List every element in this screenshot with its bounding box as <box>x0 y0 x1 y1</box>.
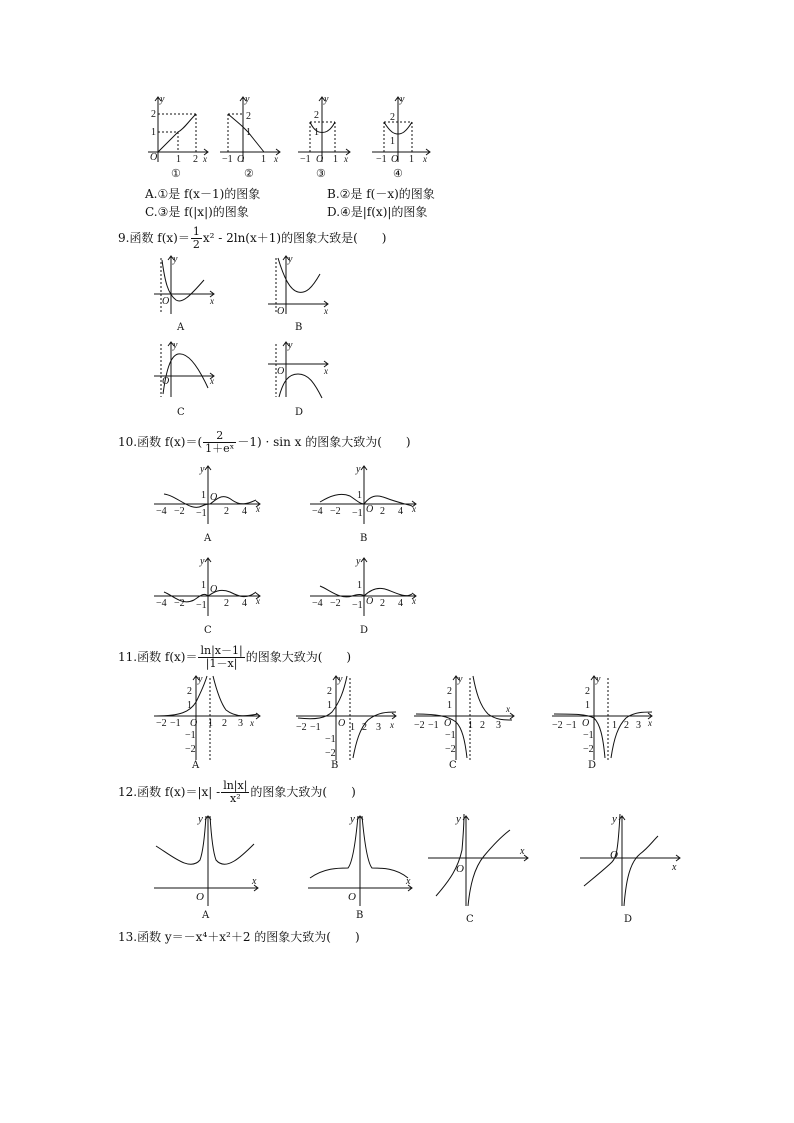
svg-text:y: y <box>350 813 355 825</box>
q11-label-b: B <box>331 760 339 771</box>
svg-text:−4: −4 <box>312 506 323 517</box>
svg-text:−4: −4 <box>156 598 167 609</box>
svg-text:O: O <box>391 154 399 165</box>
svg-text:1: 1 <box>333 154 338 165</box>
svg-text:−1: −1 <box>300 154 311 165</box>
svg-text:2: 2 <box>224 598 229 609</box>
q11-suffix: 的图象大致为( ) <box>245 650 352 664</box>
svg-text:O: O <box>338 718 346 729</box>
svg-text:2: 2 <box>380 598 385 609</box>
svg-text:−2: −2 <box>552 720 563 731</box>
svg-text:x: x <box>520 846 525 857</box>
svg-text:O: O <box>277 366 285 377</box>
svg-text:y: y <box>400 94 405 105</box>
svg-text:1: 1 <box>585 700 590 711</box>
q11-graphs <box>150 672 660 762</box>
svg-text:1: 1 <box>151 127 156 138</box>
svg-text:1: 1 <box>409 154 414 165</box>
svg-text:O: O <box>237 154 245 165</box>
svg-text:−2: −2 <box>583 744 594 755</box>
svg-text:1: 1 <box>612 720 617 731</box>
q11-frac-den: |1－x| <box>205 657 238 670</box>
q9-graphs <box>148 252 338 422</box>
svg-text:2: 2 <box>624 720 629 731</box>
svg-text:O: O <box>582 718 590 729</box>
svg-text:y: y <box>338 674 343 685</box>
svg-text:y: y <box>173 254 178 265</box>
svg-text:1: 1 <box>327 700 332 711</box>
svg-text:x: x <box>390 720 394 730</box>
svg-text:1: 1 <box>261 154 266 165</box>
q8-option-d[interactable]: D.④是|f(x)|的图象 <box>327 205 428 219</box>
svg-text:O: O <box>348 891 356 903</box>
svg-text:x: x <box>210 296 214 306</box>
q12-graphs <box>150 810 690 910</box>
q12-frac-num: ln|x| <box>223 779 248 792</box>
svg-text:4: 4 <box>398 598 403 609</box>
svg-text:3: 3 <box>496 720 501 731</box>
svg-text:4: 4 <box>398 506 403 517</box>
svg-text:2: 2 <box>246 111 251 122</box>
q9-label-c: C <box>177 407 185 418</box>
q12-label-d: D <box>624 914 633 925</box>
svg-text:x: x <box>412 504 416 514</box>
svg-text:O: O <box>316 154 324 165</box>
svg-text:4: 4 <box>242 506 247 517</box>
svg-text:−1: −1 <box>185 730 196 741</box>
svg-text:x: x <box>252 876 257 887</box>
svg-text:1: 1 <box>246 127 251 138</box>
svg-text:y: y <box>456 813 461 825</box>
svg-text:x: x <box>412 596 416 606</box>
svg-text:O: O <box>610 849 618 861</box>
svg-text:2: 2 <box>224 506 229 517</box>
svg-text:O: O <box>210 492 218 503</box>
q9-label-d: D <box>295 407 304 418</box>
svg-text:2: 2 <box>222 718 227 729</box>
svg-text:3: 3 <box>636 720 641 731</box>
svg-text:x: x <box>250 718 254 728</box>
q9-label-a: A <box>177 322 185 333</box>
svg-text:x: x <box>406 876 411 887</box>
svg-text:2: 2 <box>187 686 192 697</box>
svg-text:y: y <box>356 464 361 475</box>
svg-text:−4: −4 <box>312 598 323 609</box>
svg-text:−2: −2 <box>325 748 336 759</box>
svg-text:y: y <box>612 813 617 825</box>
svg-text:−1: −1 <box>196 600 207 611</box>
svg-text:1: 1 <box>350 722 355 733</box>
svg-text:2: 2 <box>314 110 319 121</box>
svg-text:1: 1 <box>390 136 395 147</box>
q9-suffix: x² - 2ln(x＋1)的图象大致是( ) <box>202 231 387 245</box>
svg-text:1: 1 <box>201 580 206 591</box>
q12-frac-den: x² <box>230 792 241 805</box>
svg-text:2: 2 <box>151 109 156 120</box>
q10-label-a: A <box>204 533 212 544</box>
q11-label-c: C <box>449 760 457 771</box>
q8-option-a[interactable]: A.①是 f(x－1)的图象 <box>145 187 261 201</box>
svg-text:y: y <box>356 556 361 567</box>
svg-text:−1: −1 <box>196 508 207 519</box>
q10-prefix: 10.函数 f(x)＝( <box>118 435 203 449</box>
svg-text:O: O <box>190 718 198 729</box>
svg-text:O: O <box>456 863 464 875</box>
svg-text:O: O <box>210 584 218 595</box>
svg-text:2: 2 <box>362 722 367 733</box>
q10-frac-num: 2 <box>203 430 236 443</box>
q10-label-d: D <box>360 625 369 636</box>
svg-text:2: 2 <box>327 686 332 697</box>
svg-text:y: y <box>324 94 329 105</box>
svg-text:y: y <box>288 254 293 265</box>
svg-text:1: 1 <box>357 580 362 591</box>
q9-label-b: B <box>295 322 303 333</box>
q10-suffix: －1) · sin x 的图象大致为( ) <box>237 435 411 449</box>
svg-text:3: 3 <box>376 722 381 733</box>
q10-label-b: B <box>360 533 368 544</box>
svg-text:−2: −2 <box>185 744 196 755</box>
svg-text:2: 2 <box>193 154 198 165</box>
svg-text:−4: −4 <box>156 506 167 517</box>
q10-graphs <box>150 460 430 620</box>
svg-text:y: y <box>200 464 205 475</box>
svg-text:2: 2 <box>447 686 452 697</box>
svg-text:−1: −1 <box>325 734 336 745</box>
q9-frac-den: 2 <box>192 238 200 251</box>
svg-text:x: x <box>256 504 260 514</box>
svg-text:−1: −1 <box>566 720 577 731</box>
q11-frac-num: ln|x－1| <box>200 644 243 657</box>
svg-text:−2: −2 <box>330 506 341 517</box>
svg-text:x: x <box>648 718 652 728</box>
q12-label-b: B <box>356 910 364 921</box>
svg-text:1: 1 <box>447 700 452 711</box>
q10-stem <box>118 430 411 455</box>
svg-text:−1: −1 <box>583 730 594 741</box>
q8-label-1: ① <box>171 167 181 180</box>
q11-label-a: A <box>192 760 200 771</box>
q10-label-c: C <box>204 625 212 636</box>
svg-text:−1: −1 <box>445 730 456 741</box>
svg-text:y: y <box>458 674 463 685</box>
q12-suffix: 的图象大致为( ) <box>250 785 356 799</box>
q12-label-a: A <box>202 910 210 921</box>
svg-text:y: y <box>198 674 203 685</box>
svg-text:−1: −1 <box>352 508 363 519</box>
svg-text:1: 1 <box>314 127 319 138</box>
svg-text:−2: −2 <box>445 744 456 755</box>
q12-stem <box>118 780 356 805</box>
q8-label-2: ② <box>244 167 254 180</box>
svg-text:x: x <box>672 862 677 873</box>
q9-fraction <box>191 226 202 251</box>
svg-text:2: 2 <box>390 112 395 123</box>
svg-text:x: x <box>423 154 427 164</box>
svg-text:−1: −1 <box>310 722 321 733</box>
svg-text:y: y <box>200 556 205 567</box>
svg-text:y: y <box>160 94 165 105</box>
svg-text:y: y <box>288 340 293 351</box>
svg-text:1: 1 <box>201 490 206 501</box>
svg-text:x: x <box>256 596 260 606</box>
q12-prefix: 12.函数 f(x)＝|x| - <box>118 785 221 799</box>
svg-text:O: O <box>162 296 170 307</box>
q11-fraction <box>198 645 244 670</box>
q8-label-3: ③ <box>316 167 326 180</box>
svg-text:1: 1 <box>468 720 473 731</box>
q13-stem: 13.函数 y＝－x⁴＋x²＋2 的图象大致为( ) <box>118 930 360 944</box>
q9-prefix: 9.函数 f(x)＝ <box>118 231 190 245</box>
svg-text:x: x <box>506 704 510 714</box>
q11-prefix: 11.函数 f(x)＝ <box>118 650 198 664</box>
q9-frac-num: 1 <box>192 225 200 238</box>
q10-frac-den: 1＋eˣ <box>205 442 235 455</box>
svg-text:x: x <box>324 366 328 376</box>
svg-text:−2: −2 <box>156 718 167 729</box>
svg-text:y: y <box>596 674 601 685</box>
svg-text:−1: −1 <box>352 600 363 611</box>
svg-text:−2: −2 <box>174 598 185 609</box>
svg-text:y: y <box>173 340 178 351</box>
svg-text:x: x <box>274 154 278 164</box>
svg-text:4: 4 <box>242 598 247 609</box>
svg-text:−1: −1 <box>376 154 387 165</box>
svg-text:O: O <box>150 152 158 163</box>
svg-text:y: y <box>245 94 250 105</box>
svg-text:2: 2 <box>585 686 590 697</box>
svg-text:−1: −1 <box>222 154 233 165</box>
svg-text:2: 2 <box>480 720 485 731</box>
svg-text:−2: −2 <box>414 720 425 731</box>
svg-text:2: 2 <box>380 506 385 517</box>
svg-text:O: O <box>277 306 285 317</box>
svg-text:−2: −2 <box>174 506 185 517</box>
svg-text:−2: −2 <box>296 722 307 733</box>
svg-text:−1: −1 <box>428 720 439 731</box>
svg-text:x: x <box>210 376 214 386</box>
svg-text:x: x <box>344 154 348 164</box>
svg-text:O: O <box>366 504 374 515</box>
q10-fraction <box>203 430 236 455</box>
svg-text:1: 1 <box>357 490 362 501</box>
q9-stem <box>118 226 386 251</box>
svg-text:−2: −2 <box>330 598 341 609</box>
svg-text:O: O <box>196 891 204 903</box>
svg-text:1: 1 <box>208 718 213 729</box>
svg-text:1: 1 <box>176 154 181 165</box>
q8-label-4: ④ <box>393 167 403 180</box>
svg-text:x: x <box>203 154 207 164</box>
svg-text:−1: −1 <box>170 718 181 729</box>
q11-stem <box>118 645 351 670</box>
q12-label-c: C <box>466 914 474 925</box>
q8-option-c[interactable]: C.③是 f(|x|)的图象 <box>145 205 249 219</box>
q11-label-d: D <box>588 760 597 771</box>
svg-text:y: y <box>198 813 203 825</box>
svg-text:O: O <box>162 376 170 387</box>
svg-text:1: 1 <box>187 700 192 711</box>
svg-text:3: 3 <box>238 718 243 729</box>
q8-option-b[interactable]: B.②是 f(－x)的图象 <box>327 187 435 201</box>
svg-text:O: O <box>366 596 374 607</box>
svg-text:O: O <box>444 718 452 729</box>
svg-text:x: x <box>324 306 328 316</box>
q12-fraction <box>221 780 249 805</box>
